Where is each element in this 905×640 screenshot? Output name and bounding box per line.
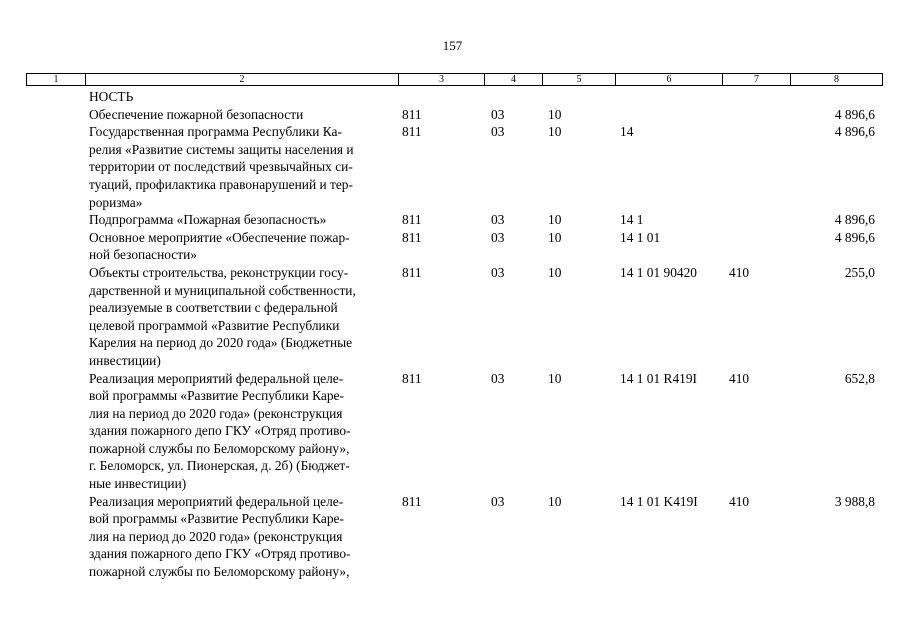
- row-name-line: роризма»: [89, 194, 143, 210]
- row-cell-c4: 03: [491, 124, 505, 140]
- row-name-line: дарственной и муниципальной собственности,: [89, 282, 356, 298]
- row-cell-c3: 811: [402, 493, 422, 509]
- table-row: [26, 106, 883, 124]
- row-cell-c4: 03: [491, 212, 505, 228]
- row-cell-c6: 14: [620, 124, 634, 140]
- row-name-line: инвестиции): [89, 352, 161, 368]
- table-row: [26, 123, 883, 211]
- row-name-line: ные инвестиции): [89, 476, 187, 492]
- column-header-3: 3: [399, 74, 485, 85]
- row-name-line: территории от последствий чрезвычайных си-: [89, 159, 353, 175]
- row-cell-c5: 10: [548, 264, 562, 280]
- row-cell-c4: 03: [491, 493, 505, 509]
- table-header: [26, 73, 883, 86]
- row-cell-c5: 10: [548, 106, 562, 122]
- column-header-2: 2: [86, 74, 399, 85]
- row-name-line: здания пожарного депо ГКУ «Отряд противо-: [89, 423, 351, 439]
- row-name-line: Основное мероприятие «Обеспечение пожар-: [89, 229, 350, 245]
- row-name: [89, 264, 399, 370]
- row-amount: 4 896,6: [834, 106, 875, 122]
- row-name-line: Реализация мероприятий федеральной целе-: [89, 493, 344, 509]
- row-cell-c3: 811: [402, 370, 422, 386]
- row-cell-c5: 10: [548, 212, 562, 228]
- row-cell-c6: 14 1 01 90420: [620, 264, 697, 280]
- row-cell-c4: 03: [491, 370, 505, 386]
- row-cell-c3: 811: [402, 229, 422, 245]
- row-cell-c3: 811: [402, 124, 422, 140]
- row-name-line: НОСТЬ: [89, 89, 134, 104]
- row-name-line: г. Беломорск, ул. Пионерская, д. 2б) (Бюджет-: [89, 458, 350, 474]
- row-cell-c4: 03: [491, 264, 505, 280]
- row-cell-c5: 10: [548, 229, 562, 245]
- row-cell-c3: 811: [402, 264, 422, 280]
- row-cell-c5: 10: [548, 370, 562, 386]
- row-name-line: ной безопасности»: [89, 247, 197, 263]
- table-row: [26, 211, 883, 229]
- row-cell-c7: 410: [729, 370, 750, 386]
- column-header-7: 7: [723, 74, 791, 85]
- row-amount: 4 896,6: [834, 124, 875, 140]
- row-name-line: пожарной службы по Беломорскому району»,: [89, 440, 350, 456]
- table-row: [26, 264, 883, 370]
- row-name-line: Карелия на период до 2020 года» (Бюджетные: [89, 335, 353, 351]
- row-name: [89, 106, 399, 124]
- row-name-line: Объекты строительства, реконструкции госу-: [89, 264, 349, 280]
- row-cell-c6: 14 1 01 R419I: [620, 370, 697, 386]
- row-name: [89, 493, 399, 581]
- row-cell-c5: 10: [548, 493, 562, 509]
- row-amount: 4 896,6: [834, 229, 875, 245]
- row-cell-c7: 410: [729, 264, 750, 280]
- page-number: 157: [442, 38, 463, 53]
- column-header-4: 4: [485, 74, 543, 85]
- row-name-line: релия «Развитие системы защиты населения и: [89, 141, 354, 157]
- table-row: [26, 229, 883, 264]
- row-name-line: Государственная программа Республики Ка-: [89, 124, 342, 140]
- row-name-line: здания пожарного депо ГКУ «Отряд противо-: [89, 546, 351, 562]
- row-amount: 4 896,6: [834, 212, 875, 228]
- table-row: [26, 370, 883, 493]
- row-cell-c6: 14 1 01 K419I: [620, 493, 698, 509]
- row-name-line: Обеспечение пожарной безопасности: [89, 106, 304, 122]
- row-amount: 652,8: [844, 370, 875, 386]
- row-name-line: вой программы «Развитие Республики Каре-: [89, 388, 344, 404]
- row-name: [89, 370, 399, 493]
- row-name-line: лия на период до 2020 года» (реконструкция: [89, 528, 343, 544]
- row-cell-c3: 811: [402, 106, 422, 122]
- row-name-line: вой программы «Развитие Республики Каре-: [89, 511, 344, 527]
- table-body: [26, 88, 883, 581]
- column-header-1: 1: [27, 74, 86, 85]
- row-amount: 255,0: [844, 264, 875, 280]
- row-cell-c5: 10: [548, 124, 562, 140]
- row-cell-c6: 14 1 01: [620, 229, 661, 245]
- row-name: [89, 88, 399, 106]
- row-cell-c4: 03: [491, 106, 505, 122]
- row-name: [89, 229, 399, 264]
- row-name: [89, 211, 399, 229]
- row-name-line: целевой программой «Развитие Республики: [89, 317, 340, 333]
- row-cell-c6: 14 1: [620, 212, 644, 228]
- row-cell-c3: 811: [402, 212, 422, 228]
- row-name-line: Реализация мероприятий федеральной целе-: [89, 370, 344, 386]
- row-amount: 3 988,8: [834, 493, 875, 509]
- row-name-line: туаций, профилактика правонарушений и тер-: [89, 176, 353, 192]
- row-name-line: реализуемые в соответствии с федеральной: [89, 300, 338, 316]
- column-header-6: 6: [616, 74, 723, 85]
- row-name-line: лия на период до 2020 года» (реконструкция: [89, 405, 343, 421]
- row-name-line: пожарной службы по Беломорскому району»,: [89, 564, 350, 580]
- row-name: [89, 123, 399, 211]
- table-row: [26, 493, 883, 581]
- column-header-5: 5: [543, 74, 616, 85]
- row-cell-c7: 410: [729, 493, 750, 509]
- row-cell-c4: 03: [491, 229, 505, 245]
- column-header-8: 8: [834, 74, 839, 85]
- row-name-line: Подпрограмма «Пожарная безопасность»: [89, 212, 327, 228]
- table-row: [26, 88, 883, 106]
